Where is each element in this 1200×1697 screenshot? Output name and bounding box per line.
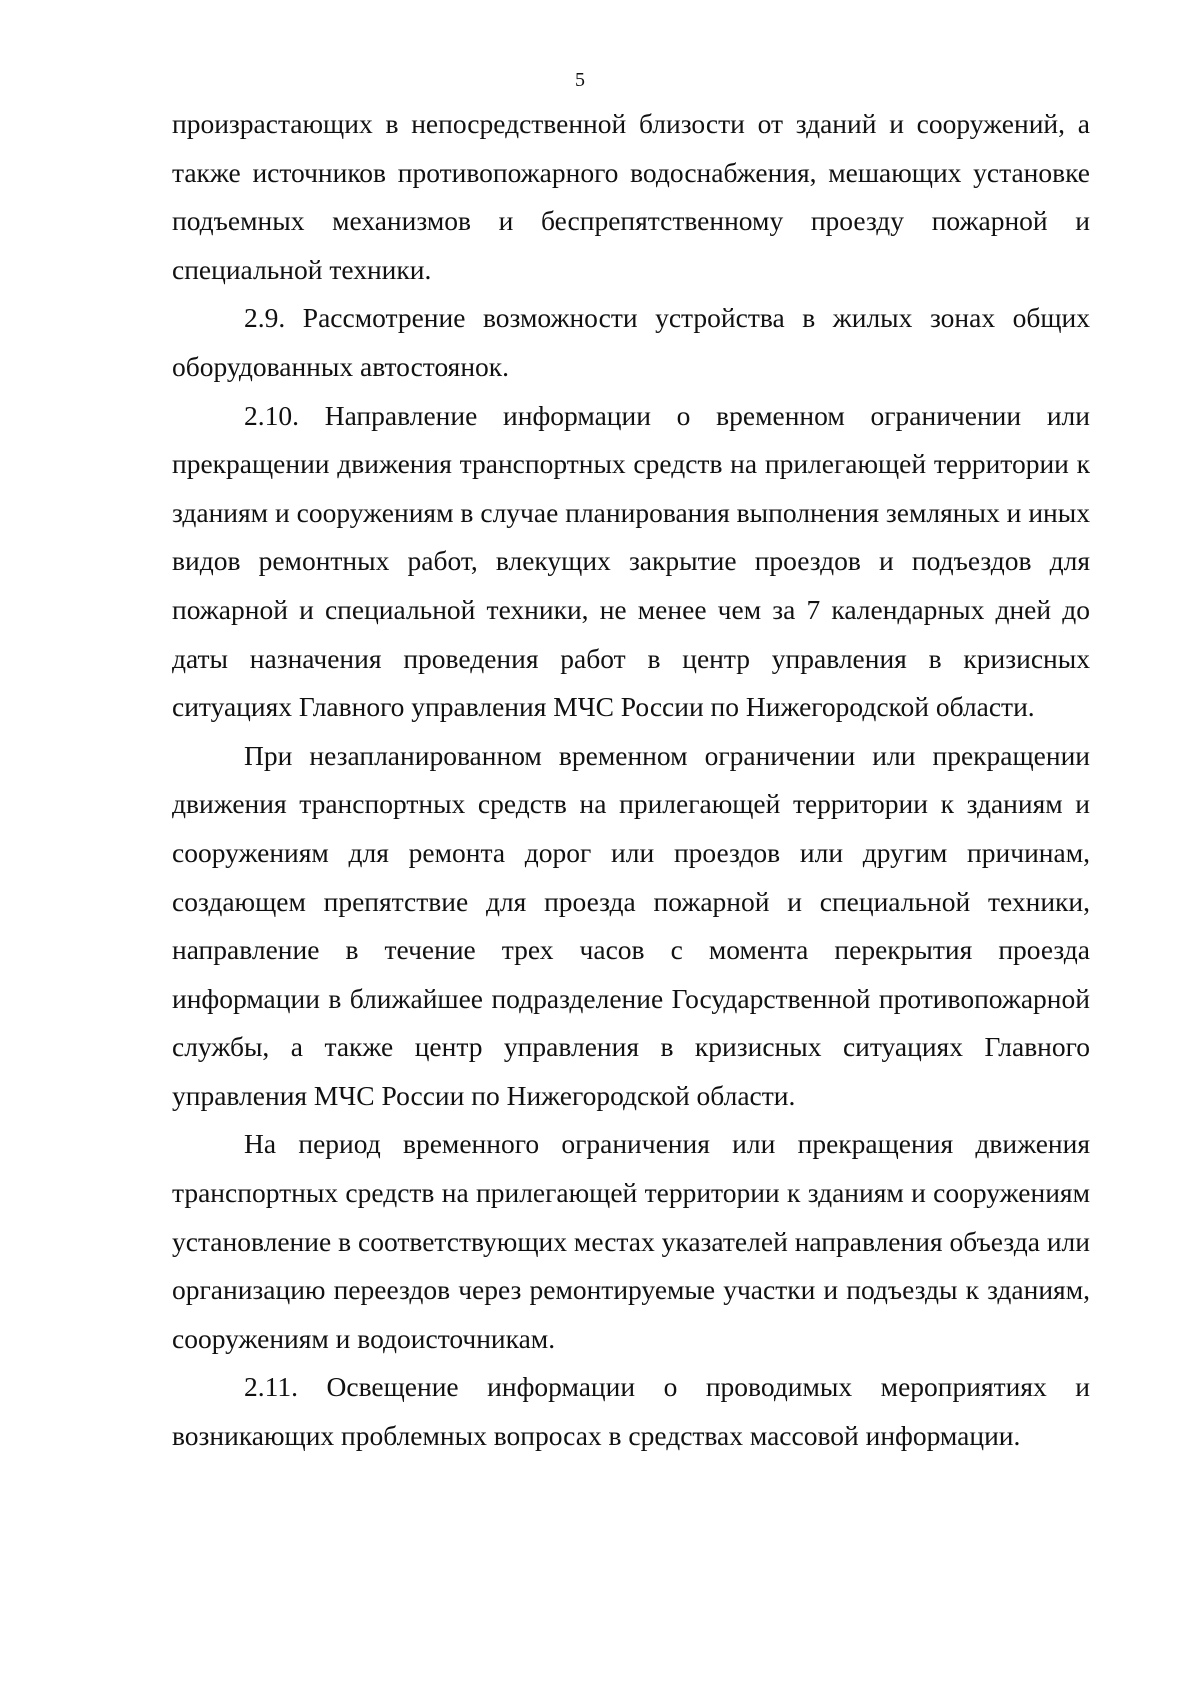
- paragraph-restriction-period: На период временного ограничения или прекращения движения транспортных средств на прилегающей территории к зданиям и сооружениям установление в соответствующих местах указателей направления объезда или организацию переездов через ремонтируемые участки и подъезды к зданиям, сооружениям и водоисточникам.: [172, 1128, 1090, 1354]
- paragraph-unplanned-restriction: При незапланированном временном ограничении или прекращении движения транспортных средств на прилегающей территории к зданиям и сооружениям для ремонта дорог или проездов или другим причинам, создающем препятствие для проезда пожарной и специальной техники, направление в течение трех часов с момента перекрытия проезда информации в ближайшее подразделение Государственной противопожарной службы, а также центр управления в кризисных ситуациях Главного управления МЧС России по Нижегородской области.: [172, 739, 1090, 1111]
- page-number: 5: [575, 69, 585, 91]
- paragraph-item-2-9: 2.9. Рассмотрение возможности устройства в жилых зонах общих оборудованных автостоянок.: [172, 302, 1090, 382]
- document-body: [172, 100, 1090, 1461]
- paragraph-item-2-10: 2.10. Направление информации о временном ограничении или прекращении движения транспортных средств на прилегающей территории к зданиям и сооружениям в случае планирования выполнения земляных и иных видов ремонтных работ, влекущих закрытие проездов и подъездов для пожарной и специальной техники, не менее чем за 7 календарных дней до даты назначения проведения работ в центр управления в кризисных ситуациях Главного управления МЧС России по Нижегородской области.: [172, 399, 1090, 723]
- paragraph-continuation: произрастающих в непосредственной близости от зданий и сооружений, а также источников противопожарного водоснабжения, мешающих установке подъемных механизмов и беспрепятственному проезду пожарной и специальной техники.: [172, 108, 1090, 285]
- paragraph-item-2-11: 2.11. Освещение информации о проводимых мероприятиях и возникающих проблемных вопросах в средствах массовой информации.: [172, 1371, 1090, 1452]
